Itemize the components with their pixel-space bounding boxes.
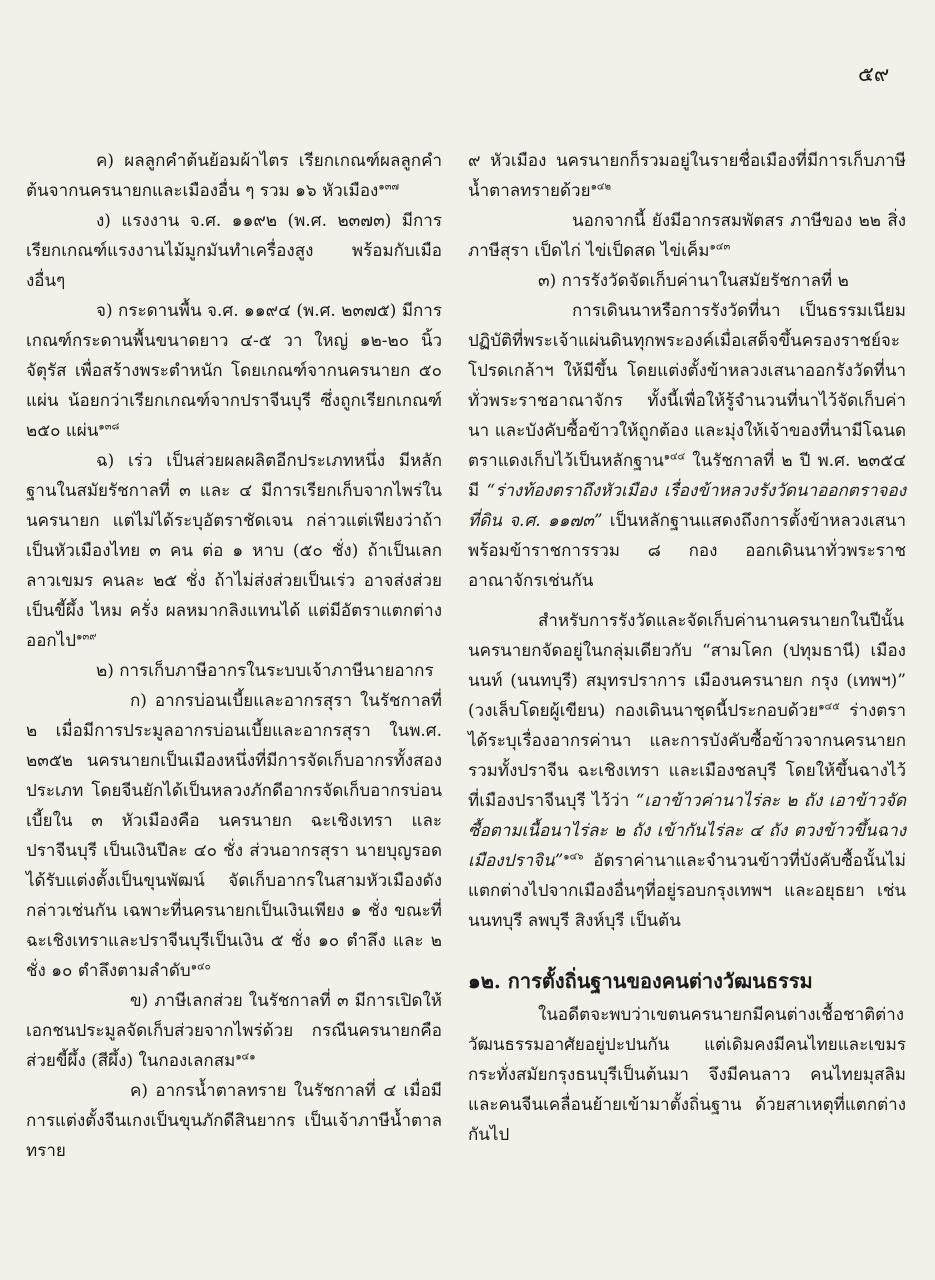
paragraph-text: นอกจากนี้ ยังมีอากรสมพัตสร ภาษีของ ๒๒ สิ่ง ภาษีสุรา เป็ดไก่ ไข่เป็ดสด ไข่เค็ม xyxy=(468,211,906,261)
footnote-marker: ๑๔๒ xyxy=(590,181,612,193)
paragraph xyxy=(26,146,442,206)
page-number: ๕๙ xyxy=(858,62,890,86)
paragraph-text: สำหรับการรังวัดและจัดเก็บค่านานครนายกในปีนั้น นครนายกจัดอยู่ในกลุ่มเดียวกับ “สามโคก (ปทุมธานี) เมืองนนท์ (นนทบุรี) สมุทรปราการ เมืองนครนายก กรุง (เทพฯ)” (วงเล็บโดยผู้เขียน) กองเดินนาชุดนี้ประกอบด้วย xyxy=(468,611,906,721)
footnote-marker: ๑๓๙ xyxy=(76,631,97,643)
footnote-marker: ๑๔๔ xyxy=(663,451,686,463)
paragraph: ในอดีตจะพบว่าเขตนครนายกมีคนต่างเชื้อชาติต่างวัฒนธรรมอาศัยอยู่ปะปนกัน แต่เดิมคงมีคนไทยและเขมรกระทั่งสมัยกรุงธนบุรีเป็นต้นมา จึงมีคนลาว คนไทยมุสลิม และคนจีนเคลื่อนย้ายเข้ามาตั้งถิ่นฐาน ด้วยสาเหตุที่แตกต่างกันไป xyxy=(468,1005,906,1145)
left-column xyxy=(26,146,442,1166)
footnote-marker: ๑๔๑ xyxy=(235,1051,256,1063)
paragraph-text: ร่างตราได้ระบุเรื่องอากรค่านา และการบังคับซื้อข้าวจากนครนายก รวมทั้งปราจีน ฉะเชิงเทรา และเมืองชลบุรี โดยให้ขึ้นฉางไว้ที่เมืองปราจีนบุรี ไว้ว่า xyxy=(468,701,906,811)
paragraph-text: จ) กระดานพื้น จ.ศ. ๑๑๙๔ (พ.ศ. ๒๓๗๕) มีการเกณฑ์กระดานพื้นขนาดยาว ๔-๕ วา ใหญ่ ๑๒-๒๐ นิ้วจัตุรัส เพื่อสร้างพระตำหนัก โดยเกณฑ์จากนครนายก ๕๐ แผ่น น้อยกว่าเรียกเกณฑ์จากปราจีนบุรี ซึ่งถูกเรียกเกณฑ์ ๒๕๐ แผ่น xyxy=(26,301,442,441)
paragraph xyxy=(468,206,906,266)
paragraph-text: ในรัชกาลที่ ๒ ปี พ.ศ. ๒๓๕๔ มี xyxy=(468,451,906,501)
subsection-title: ๓) การรังวัดจัดเก็บค่านาในสมัยรัชกาลที่ ๒ xyxy=(538,271,849,291)
paragraph xyxy=(468,606,906,936)
paragraph-text: ค) อากรน้ำตาลทราย ในรัชกาลที่ ๔ เมื่อมีการแต่งตั้งจีนเกงเป็นขุนภักดีสินยากร เป็นเจ้าภาษีน้ำตาลทราย xyxy=(26,1081,442,1161)
quoted-text: “เอาข้าวค่านาไร่ละ ๒ ถัง เอาข้าวจัดซื้อตามเนื้อนาไร่ละ ๒ ถัง เข้ากันไร่ละ ๔ ถัง ตวงข้าวขึ้นฉางเมืองปราจิน” xyxy=(468,791,907,871)
paragraph xyxy=(26,686,442,986)
footnote-marker: ๑๓๘ xyxy=(98,421,120,433)
subsection-title xyxy=(26,656,442,686)
paragraph-text: การเดินนาหรือการรังวัดที่นา เป็นธรรมเนียมปฏิบัติที่พระเจ้าแผ่นดินทุกพระองค์เมื่อเสด็จขึ้นครองราชย์จะโปรดเกล้าฯ ให้มีขึ้น โดยแต่งตั้งข้าหลวงเสนาออกรังวัดที่นาทั่วพระราชอาณาจักร ทั้งนี้เพื่อให้รู้จำนวนที่นาไว้จัดเก็บค่านา และบังคับซื้อข้าวให้ถูกต้อง และมุ่งให้เจ้าของที่นามีโฉนดตราแดงเก็บไว้เป็นหลักฐาน xyxy=(468,301,906,471)
paragraph-text: ก) อากรบ่อนเบี้ยและอากรสุรา ในรัชกาลที่ ๒ เมื่อมีการประมูลอากรบ่อนเบี้ยและอากรสุรา ในพ.ศ. ๒๓๕๒ นครนายกเป็นเมืองหนึ่งที่มีการจัดเก็บอากรทั้งสองประเภท โดยจีนยักได้เป็นหลวงภักดีอากรจัดเก็บอากรบ่อนเบี้ยใน ๓ หัวเมืองคือ นครนายก ฉะเชิงเทรา และปราจีนบุรี เป็นเงินปีละ ๔๐ ชั่ง ส่วนอากรสุรา นายบุญรอดได้รับแต่งตั้งเป็นขุนพัฒน์ จัดเก็บอากรในสามหัวเมืองดังกล่าวเช่นกัน เฉพาะที่นครนายกเป็นเงินเพียง ๑ ชั่ง ขณะที่ฉะเชิงเทราและปราจีนบุรีเป็นเงิน ๕ ชั่ง ๑๐ ตำลึง และ ๒ ชั่ง ๑๐ ตำลึงตามลำดับ xyxy=(26,691,442,981)
paragraph-continued xyxy=(468,146,906,206)
right-column xyxy=(468,146,906,1150)
paragraph xyxy=(468,296,906,596)
paragraph xyxy=(26,446,442,656)
footnote-marker: ๑๔๖ xyxy=(563,851,584,863)
paragraph xyxy=(26,1076,442,1166)
paragraph-text: ง) แรงงาน จ.ศ. ๑๑๙๒ (พ.ศ. ๒๓๗๓) มีการเรียกเกณฑ์แรงงานไม้มูกมันทำเครื่องสูง พร้อมกับเมืองอื่นๆ xyxy=(26,211,442,291)
paragraph-text: ค) ผลลูกคำต้นย้อมผ้าไตร เรียกเกณฑ์ผลลูกคำต้นจากนครนายกและเมืองอื่น ๆ รวม ๑๖ หัวเมือง xyxy=(26,151,442,201)
footnote-marker: ๑๔๓ xyxy=(709,241,731,253)
paragraph xyxy=(26,206,442,296)
paragraph-text: ข) ภาษีเลกส่วย ในรัชกาลที่ ๓ มีการเปิดให้เอกชนประมูลจัดเก็บส่วยจากไพร่ด้วย กรณีนครนายกคือ ส่วยขี้ผึ้ง (สีผึ้ง) ในกองเลกสม xyxy=(26,991,442,1071)
footnote-marker: ๑๔๕ xyxy=(818,701,840,713)
paragraph-text: ๒) การเก็บภาษีอากรในระบบเจ้าภาษีนายอากร xyxy=(96,661,434,681)
footnote-marker: ๑๓๗ xyxy=(378,181,400,193)
footnote-marker: ๑๔๐ xyxy=(190,961,211,973)
quoted-document-title: “ร่างท้องตราถึงหัวเมือง เรื่องข้าหลวงรังวัดนาออกตราจองที่ดิน จ.ศ. ๑๑๗๓” xyxy=(468,481,906,531)
section-heading: ๑๒. การตั้งถิ่นฐานของคนต่างวัฒนธรรม xyxy=(468,969,813,993)
paragraph-text: อัตราค่านาและจำนวนข้าวที่บังคับซื้อนั้นไม่แตกต่างไปจากเมืองอื่นๆที่อยู่รอบกรุงเทพฯ และอยุธยา เช่น นนทบุรี ลพบุรี สิงห์บุรี เป็นต้น xyxy=(468,851,906,931)
paragraph xyxy=(26,986,442,1076)
paragraph-text: ๙ หัวเมือง นครนายกก็รวมอยู่ในรายชื่อเมืองที่มีการเก็บภาษีน้ำตาลทรายด้วย xyxy=(468,151,906,201)
paragraph-text: ฉ) เร่ว เป็นส่วยผลผลิตอีกประเภทหนึ่ง มีหลักฐานในสมัยรัชกาลที่ ๓ และ ๔ มีการเรียกเก็บจากไพร่ในนครนายก แต่ไม่ได้ระบุอัตราชัดเจน กล่าวแต่เพียงว่าถ้าเป็นหัวเมืองไทย ๓ คน ต่อ ๑ หาบ (๕๐ ชั่ง) ถ้าเป็นเลกลาวเขมร คนละ ๒๕ ชั่ง ถ้าไม่ส่งส่วยเป็นเร่ว อาจส่งส่วยเป็นขี้ผึ้ง ไหม ครั่ง ผลหมากลิงแทนได้ แต่มีอัตราแตกต่างออกไป xyxy=(26,451,442,651)
paragraph-text: เป็นหลักฐานแสดงถึงการตั้งข้าหลวงเสนาพร้อมข้าราชการรวม ๘ กอง ออกเดินนาทั่วพระราชอาณาจักรเช่นกัน xyxy=(468,511,906,591)
paragraph xyxy=(26,296,442,446)
